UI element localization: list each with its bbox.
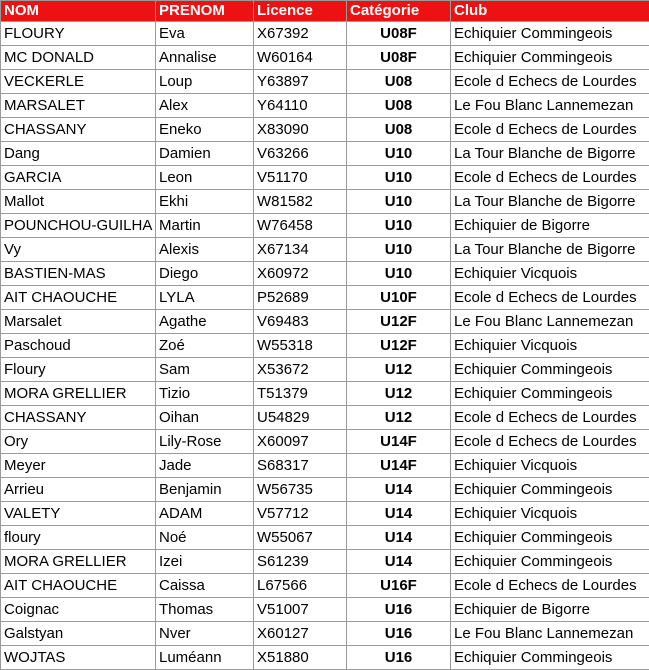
cell-licence[interactable]: X67392 bbox=[254, 22, 347, 46]
table-row bbox=[1, 190, 649, 214]
cell-prenom[interactable]: Leon bbox=[156, 166, 254, 190]
table-row bbox=[1, 358, 649, 382]
cell-licence[interactable]: S61239 bbox=[254, 550, 347, 574]
cell-prenom[interactable]: Zoé bbox=[156, 334, 254, 358]
cell-club[interactable]: Ecole d Echecs de Lourdes bbox=[451, 118, 649, 142]
cell-licence[interactable]: X60972 bbox=[254, 262, 347, 286]
header-club[interactable]: Club bbox=[451, 1, 649, 22]
table-row bbox=[1, 526, 649, 550]
cell-licence[interactable]: T51379 bbox=[254, 382, 347, 406]
cell-nom[interactable]: CHASSANY bbox=[1, 406, 156, 430]
cell-categorie[interactable]: U16 bbox=[347, 646, 451, 670]
cell-nom[interactable]: Dang bbox=[1, 142, 156, 166]
cell-prenom[interactable]: Eva bbox=[156, 22, 254, 46]
cell-club[interactable]: Echiquier de Bigorre bbox=[451, 214, 649, 238]
cell-licence[interactable]: W55318 bbox=[254, 334, 347, 358]
cell-categorie[interactable]: U12 bbox=[347, 358, 451, 382]
cell-categorie[interactable]: U08 bbox=[347, 70, 451, 94]
cell-prenom[interactable]: Alexis bbox=[156, 238, 254, 262]
cell-club[interactable]: Ecole d Echecs de Lourdes bbox=[451, 70, 649, 94]
cell-prenom[interactable]: Oihan bbox=[156, 406, 254, 430]
cell-categorie[interactable]: U14F bbox=[347, 430, 451, 454]
cell-licence[interactable]: V57712 bbox=[254, 502, 347, 526]
cell-prenom[interactable]: Annalise bbox=[156, 46, 254, 70]
cell-licence[interactable]: L67566 bbox=[254, 574, 347, 598]
cell-nom[interactable]: VECKERLE bbox=[1, 70, 156, 94]
cell-categorie[interactable]: U12F bbox=[347, 310, 451, 334]
table-row bbox=[1, 502, 649, 526]
cell-club[interactable]: Echiquier de Bigorre bbox=[451, 598, 649, 622]
cell-prenom[interactable]: Agathe bbox=[156, 310, 254, 334]
cell-nom[interactable]: MORA GRELLIER bbox=[1, 550, 156, 574]
cell-nom[interactable]: AIT CHAOUCHE bbox=[1, 574, 156, 598]
cell-prenom[interactable]: Damien bbox=[156, 142, 254, 166]
table-row bbox=[1, 598, 649, 622]
cell-prenom[interactable]: Alex bbox=[156, 94, 254, 118]
cell-licence[interactable]: X51880 bbox=[254, 646, 347, 670]
table-row bbox=[1, 622, 649, 646]
cell-licence[interactable]: W76458 bbox=[254, 214, 347, 238]
cell-categorie[interactable]: U14 bbox=[347, 502, 451, 526]
table-row bbox=[1, 214, 649, 238]
cell-licence[interactable]: P52689 bbox=[254, 286, 347, 310]
cell-club[interactable]: Ecole d Echecs de Lourdes bbox=[451, 574, 649, 598]
cell-licence[interactable]: X60097 bbox=[254, 430, 347, 454]
cell-categorie[interactable]: U14 bbox=[347, 526, 451, 550]
cell-prenom[interactable]: Benjamin bbox=[156, 478, 254, 502]
table-row bbox=[1, 262, 649, 286]
cell-nom[interactable]: WOJTAS bbox=[1, 646, 156, 670]
table-row bbox=[1, 478, 649, 502]
cell-nom[interactable]: GARCIA bbox=[1, 166, 156, 190]
cell-nom[interactable]: Arrieu bbox=[1, 478, 156, 502]
cell-categorie[interactable]: U14 bbox=[347, 550, 451, 574]
cell-categorie[interactable]: U08F bbox=[347, 46, 451, 70]
cell-prenom[interactable]: Ekhi bbox=[156, 190, 254, 214]
header-categorie[interactable]: Catégorie bbox=[347, 1, 451, 22]
cell-prenom[interactable]: Lily-Rose bbox=[156, 430, 254, 454]
cell-nom[interactable]: Mallot bbox=[1, 190, 156, 214]
header-licence[interactable]: Licence bbox=[254, 1, 347, 22]
cell-club[interactable]: Le Fou Blanc Lannemezan bbox=[451, 310, 649, 334]
table-row bbox=[1, 550, 649, 574]
table-row bbox=[1, 166, 649, 190]
cell-licence[interactable]: Y64110 bbox=[254, 94, 347, 118]
cell-licence[interactable]: W55067 bbox=[254, 526, 347, 550]
table-body bbox=[1, 22, 649, 670]
table-row bbox=[1, 382, 649, 406]
cell-categorie[interactable]: U10 bbox=[347, 214, 451, 238]
cell-nom[interactable]: Floury bbox=[1, 358, 156, 382]
cell-nom[interactable]: CHASSANY bbox=[1, 118, 156, 142]
cell-club[interactable]: Echiquier Commingeois bbox=[451, 478, 649, 502]
cell-categorie[interactable]: U16F bbox=[347, 574, 451, 598]
cell-club[interactable]: La Tour Blanche de Bigorre bbox=[451, 142, 649, 166]
cell-prenom[interactable]: Thomas bbox=[156, 598, 254, 622]
cell-nom[interactable]: Galstyan bbox=[1, 622, 156, 646]
cell-licence[interactable]: V51007 bbox=[254, 598, 347, 622]
cell-prenom[interactable]: LYLA bbox=[156, 286, 254, 310]
cell-licence[interactable]: X83090 bbox=[254, 118, 347, 142]
cell-licence[interactable]: V63266 bbox=[254, 142, 347, 166]
table-row bbox=[1, 118, 649, 142]
cell-nom[interactable]: Meyer bbox=[1, 454, 156, 478]
table-row bbox=[1, 46, 649, 70]
table-row bbox=[1, 94, 649, 118]
cell-club[interactable]: Echiquier Vicquois bbox=[451, 502, 649, 526]
cell-club[interactable]: Echiquier Commingeois bbox=[451, 646, 649, 670]
cell-categorie[interactable]: U08F bbox=[347, 22, 451, 46]
cell-licence[interactable]: U54829 bbox=[254, 406, 347, 430]
cell-licence[interactable]: X60127 bbox=[254, 622, 347, 646]
table-row bbox=[1, 238, 649, 262]
cell-licence[interactable]: W81582 bbox=[254, 190, 347, 214]
cell-nom[interactable]: VALETY bbox=[1, 502, 156, 526]
cell-nom[interactable]: FLOURY bbox=[1, 22, 156, 46]
cell-categorie[interactable]: U10 bbox=[347, 238, 451, 262]
cell-prenom[interactable]: Noé bbox=[156, 526, 254, 550]
cell-categorie[interactable]: U12 bbox=[347, 406, 451, 430]
cell-nom[interactable]: MARSALET bbox=[1, 94, 156, 118]
cell-club[interactable]: La Tour Blanche de Bigorre bbox=[451, 190, 649, 214]
cell-categorie[interactable]: U14F bbox=[347, 454, 451, 478]
cell-categorie[interactable]: U10F bbox=[347, 286, 451, 310]
table-row bbox=[1, 334, 649, 358]
cell-club[interactable]: Echiquier Commingeois bbox=[451, 358, 649, 382]
table-row bbox=[1, 142, 649, 166]
cell-categorie[interactable]: U10 bbox=[347, 142, 451, 166]
cell-prenom[interactable]: ADAM bbox=[156, 502, 254, 526]
cell-categorie[interactable]: U10 bbox=[347, 166, 451, 190]
cell-licence[interactable]: Y63897 bbox=[254, 70, 347, 94]
cell-club[interactable]: Le Fou Blanc Lannemezan bbox=[451, 94, 649, 118]
cell-club[interactable]: Echiquier Commingeois bbox=[451, 22, 649, 46]
cell-prenom[interactable]: Luméann bbox=[156, 646, 254, 670]
cell-licence[interactable]: X67134 bbox=[254, 238, 347, 262]
cell-nom[interactable]: POUNCHOU-GUILHA bbox=[1, 214, 156, 238]
cell-club[interactable]: Ecole d Echecs de Lourdes bbox=[451, 286, 649, 310]
cell-prenom[interactable]: Tizio bbox=[156, 382, 254, 406]
cell-nom[interactable]: Marsalet bbox=[1, 310, 156, 334]
cell-licence[interactable]: S68317 bbox=[254, 454, 347, 478]
table-row bbox=[1, 70, 649, 94]
cell-licence[interactable]: V51170 bbox=[254, 166, 347, 190]
cell-prenom[interactable]: Sam bbox=[156, 358, 254, 382]
cell-nom[interactable]: MC DONALD bbox=[1, 46, 156, 70]
cell-nom[interactable]: AIT CHAOUCHE bbox=[1, 286, 156, 310]
cell-licence[interactable]: X53672 bbox=[254, 358, 347, 382]
cell-club[interactable]: Le Fou Blanc Lannemezan bbox=[451, 622, 649, 646]
cell-club[interactable]: Echiquier Commingeois bbox=[451, 550, 649, 574]
table-row bbox=[1, 22, 649, 46]
table-row bbox=[1, 286, 649, 310]
cell-club[interactable]: Ecole d Echecs de Lourdes bbox=[451, 430, 649, 454]
cell-licence[interactable]: V69483 bbox=[254, 310, 347, 334]
table-row bbox=[1, 430, 649, 454]
table-row bbox=[1, 454, 649, 478]
cell-club[interactable]: Echiquier Vicquois bbox=[451, 454, 649, 478]
cell-nom[interactable]: floury bbox=[1, 526, 156, 550]
cell-categorie[interactable]: U16 bbox=[347, 598, 451, 622]
header-nom[interactable]: NOM bbox=[1, 1, 156, 22]
cell-nom[interactable]: Vy bbox=[1, 238, 156, 262]
cell-prenom[interactable]: Martin bbox=[156, 214, 254, 238]
cell-club[interactable]: Echiquier Vicquois bbox=[451, 262, 649, 286]
cell-club[interactable]: Echiquier Commingeois bbox=[451, 382, 649, 406]
cell-club[interactable]: Echiquier Vicquois bbox=[451, 334, 649, 358]
cell-categorie[interactable]: U10 bbox=[347, 190, 451, 214]
cell-prenom[interactable]: Eneko bbox=[156, 118, 254, 142]
table-row bbox=[1, 310, 649, 334]
cell-prenom[interactable]: Diego bbox=[156, 262, 254, 286]
cell-club[interactable]: La Tour Blanche de Bigorre bbox=[451, 238, 649, 262]
cell-club[interactable]: Echiquier Commingeois bbox=[451, 46, 649, 70]
cell-licence[interactable]: W60164 bbox=[254, 46, 347, 70]
cell-categorie[interactable]: U12F bbox=[347, 334, 451, 358]
cell-prenom[interactable]: Nver bbox=[156, 622, 254, 646]
cell-club[interactable]: Echiquier Commingeois bbox=[451, 526, 649, 550]
cell-categorie[interactable]: U08 bbox=[347, 94, 451, 118]
cell-categorie[interactable]: U14 bbox=[347, 478, 451, 502]
cell-club[interactable]: Ecole d Echecs de Lourdes bbox=[451, 166, 649, 190]
cell-categorie[interactable]: U12 bbox=[347, 382, 451, 406]
table-row bbox=[1, 574, 649, 598]
cell-categorie[interactable]: U08 bbox=[347, 118, 451, 142]
cell-prenom[interactable]: Caissa bbox=[156, 574, 254, 598]
cell-nom[interactable]: MORA GRELLIER bbox=[1, 382, 156, 406]
cell-licence[interactable]: W56735 bbox=[254, 478, 347, 502]
cell-prenom[interactable]: Jade bbox=[156, 454, 254, 478]
cell-nom[interactable]: BASTIEN-MAS bbox=[1, 262, 156, 286]
cell-prenom[interactable]: Izei bbox=[156, 550, 254, 574]
cell-prenom[interactable]: Loup bbox=[156, 70, 254, 94]
cell-categorie[interactable]: U16 bbox=[347, 622, 451, 646]
cell-nom[interactable]: Coignac bbox=[1, 598, 156, 622]
cell-club[interactable]: Ecole d Echecs de Lourdes bbox=[451, 406, 649, 430]
cell-nom[interactable]: Ory bbox=[1, 430, 156, 454]
cell-categorie[interactable]: U10 bbox=[347, 262, 451, 286]
table-row bbox=[1, 406, 649, 430]
cell-nom[interactable]: Paschoud bbox=[1, 334, 156, 358]
header-row bbox=[1, 1, 649, 22]
header-prenom[interactable]: PRENOM bbox=[156, 1, 254, 22]
